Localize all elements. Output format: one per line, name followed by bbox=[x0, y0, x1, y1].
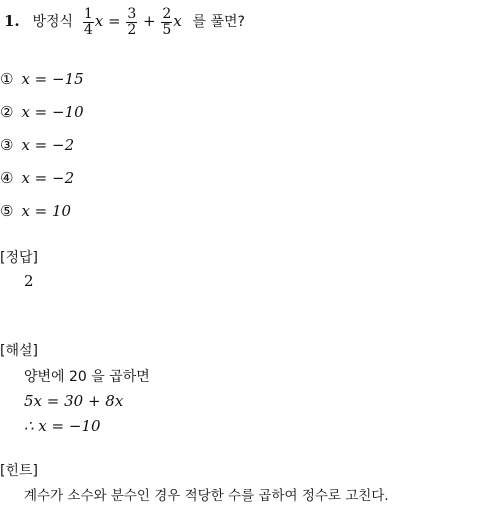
explanation-line-1: 양변에 20 을 곱하면 bbox=[24, 369, 150, 385]
hint-text: 계수가 소수와 분수인 경우 적당한 수를 곱하여 정수로 고친다. bbox=[24, 488, 389, 504]
hint-label: [힌트] bbox=[0, 463, 38, 479]
fraction-three-halves: $\frac{3}{2}$ bbox=[127, 5, 137, 38]
choice-marker: ② bbox=[0, 103, 14, 121]
choice-text: x = 10 bbox=[21, 202, 72, 220]
choice-text: x = −2 bbox=[21, 136, 75, 154]
question-line bbox=[4, 6, 245, 36]
answer-value: 2 bbox=[24, 272, 34, 290]
choice-text: x = −2 bbox=[21, 169, 75, 187]
question-equation bbox=[82, 5, 187, 38]
choice-text: x = −15 bbox=[21, 70, 84, 88]
equation-equals: = bbox=[103, 12, 126, 30]
equation-var-1: x bbox=[94, 12, 104, 30]
choice-marker: ⑤ bbox=[0, 202, 14, 220]
choice-4[interactable] bbox=[0, 169, 74, 187]
choice-2[interactable] bbox=[0, 103, 84, 121]
equation-plus: + bbox=[138, 12, 161, 30]
choice-marker: ① bbox=[0, 70, 14, 88]
choice-marker: ④ bbox=[0, 169, 14, 187]
question-suffix: 를 풀면? bbox=[192, 14, 245, 30]
question-prefix: 방정식 bbox=[32, 14, 74, 30]
fraction-two-fifths: $\frac{2}{5}$ bbox=[162, 5, 172, 38]
choice-3[interactable] bbox=[0, 136, 74, 154]
choice-marker: ③ bbox=[0, 136, 14, 154]
explanation-label: [해설] bbox=[0, 343, 38, 359]
choice-5[interactable] bbox=[0, 202, 71, 220]
fraction-one-quarter: $\frac{1}{4}$ bbox=[83, 5, 93, 38]
question-number: 1. bbox=[4, 12, 20, 30]
choice-text: x = −10 bbox=[21, 103, 84, 121]
answer-label: [정답] bbox=[0, 250, 38, 266]
choice-1[interactable] bbox=[0, 70, 84, 88]
explanation-line-3: ∴ x = −10 bbox=[24, 417, 101, 435]
explanation-line-2: 5x = 30 + 8x bbox=[24, 392, 124, 410]
equation-var-2: x bbox=[173, 12, 182, 30]
